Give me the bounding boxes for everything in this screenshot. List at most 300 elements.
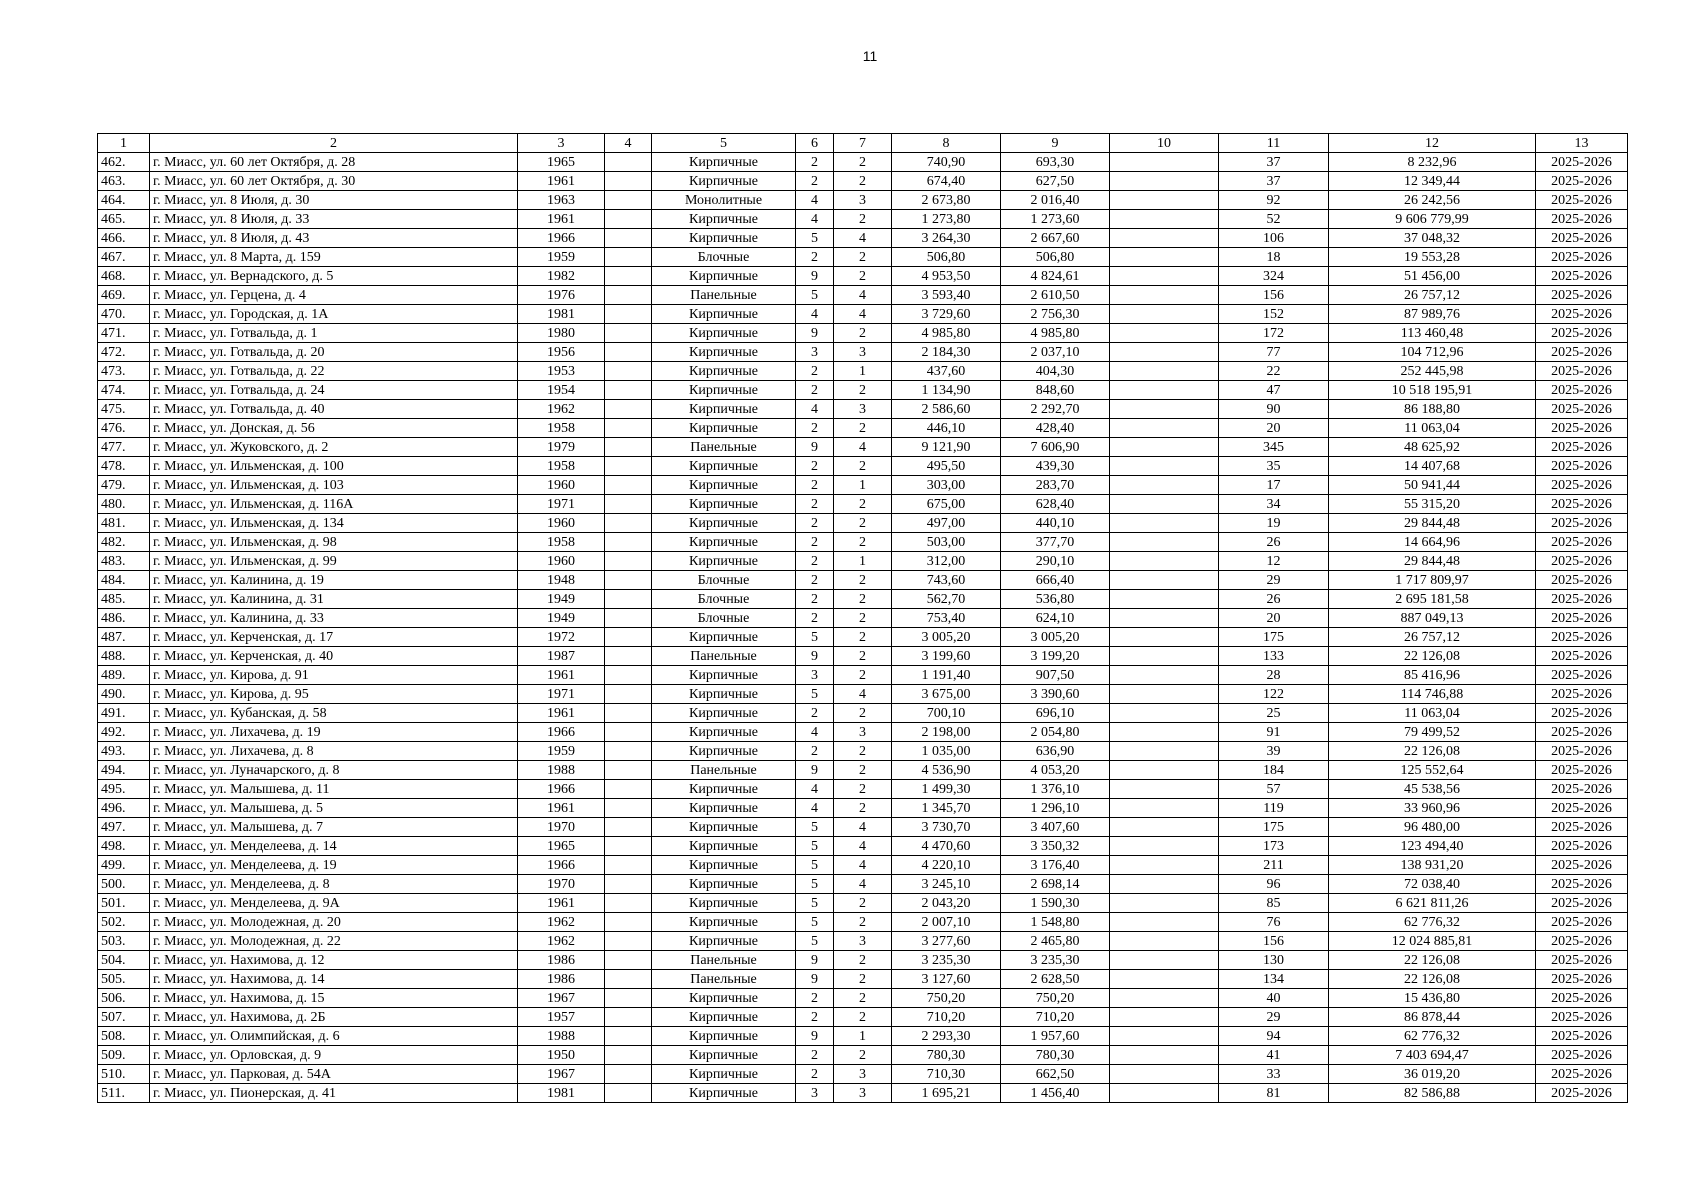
cell-total-area: 743,60 (892, 571, 1001, 590)
cell-cost: 55 315,20 (1329, 495, 1536, 514)
cell-living-area: 662,50 (1001, 1065, 1110, 1084)
cell-build-year: 1965 (518, 153, 605, 172)
cell-col-10 (1110, 1027, 1219, 1046)
table-row (98, 609, 1628, 628)
table-row (98, 989, 1628, 1008)
cell-floors: 5 (796, 818, 834, 837)
cell-wall-material: Кирпичные (652, 495, 796, 514)
cell-build-year: 1958 (518, 419, 605, 438)
cell-floors: 4 (796, 305, 834, 324)
cell-entrances: 2 (834, 495, 892, 514)
cell-repair-period: 2025-2026 (1536, 723, 1628, 742)
cell-build-year: 1986 (518, 951, 605, 970)
cell-wall-material: Кирпичные (652, 457, 796, 476)
cell-wall-material: Кирпичные (652, 856, 796, 875)
cell-total-area: 1 345,70 (892, 799, 1001, 818)
table-row (98, 647, 1628, 666)
cell-repair-period: 2025-2026 (1536, 704, 1628, 723)
cell-cost: 14 407,68 (1329, 457, 1536, 476)
cell-floors: 5 (796, 856, 834, 875)
cell-repair-period: 2025-2026 (1536, 210, 1628, 229)
cell-address: г. Миасс, ул. Нахимова, д. 14 (150, 970, 518, 989)
cell-cost: 12 024 885,81 (1329, 932, 1536, 951)
cell-residents: 156 (1219, 286, 1329, 305)
column-header-address: 2 (150, 134, 518, 153)
cell-total-area: 710,30 (892, 1065, 1001, 1084)
cell-entrances: 2 (834, 951, 892, 970)
cell-total-area: 780,30 (892, 1046, 1001, 1065)
cell-col-10 (1110, 552, 1219, 571)
cell-row-number: 487. (98, 628, 150, 647)
cell-entrances: 1 (834, 552, 892, 571)
cell-col-4 (605, 989, 652, 1008)
cell-address: г. Миасс, ул. Менделеева, д. 14 (150, 837, 518, 856)
cell-cost: 252 445,98 (1329, 362, 1536, 381)
cell-living-area: 283,70 (1001, 476, 1110, 495)
cell-wall-material: Кирпичные (652, 381, 796, 400)
table-body (98, 153, 1628, 1103)
cell-row-number: 505. (98, 970, 150, 989)
cell-total-area: 675,00 (892, 495, 1001, 514)
cell-cost: 37 048,32 (1329, 229, 1536, 248)
cell-cost: 2 695 181,58 (1329, 590, 1536, 609)
cell-residents: 17 (1219, 476, 1329, 495)
cell-total-area: 3 729,60 (892, 305, 1001, 324)
table-row (98, 248, 1628, 267)
cell-entrances: 4 (834, 305, 892, 324)
cell-floors: 2 (796, 419, 834, 438)
cell-build-year: 1960 (518, 514, 605, 533)
cell-living-area: 2 465,80 (1001, 932, 1110, 951)
cell-col-4 (605, 799, 652, 818)
cell-cost: 11 063,04 (1329, 419, 1536, 438)
cell-build-year: 1981 (518, 1084, 605, 1103)
cell-address: г. Миасс, ул. Малышева, д. 5 (150, 799, 518, 818)
cell-living-area: 439,30 (1001, 457, 1110, 476)
cell-residents: 41 (1219, 1046, 1329, 1065)
cell-entrances: 2 (834, 172, 892, 191)
cell-col-10 (1110, 191, 1219, 210)
cell-floors: 9 (796, 1027, 834, 1046)
cell-residents: 91 (1219, 723, 1329, 742)
cell-residents: 18 (1219, 248, 1329, 267)
cell-total-area: 710,20 (892, 1008, 1001, 1027)
cell-floors: 2 (796, 742, 834, 761)
cell-col-4 (605, 818, 652, 837)
cell-row-number: 470. (98, 305, 150, 324)
cell-wall-material: Кирпичные (652, 1065, 796, 1084)
cell-entrances: 1 (834, 362, 892, 381)
cell-living-area: 3 199,20 (1001, 647, 1110, 666)
cell-repair-period: 2025-2026 (1536, 989, 1628, 1008)
cell-living-area: 1 376,10 (1001, 780, 1110, 799)
cell-living-area: 2 037,10 (1001, 343, 1110, 362)
cell-address: г. Миасс, ул. Керченская, д. 17 (150, 628, 518, 647)
cell-wall-material: Кирпичные (652, 1084, 796, 1103)
cell-build-year: 1959 (518, 248, 605, 267)
cell-repair-period: 2025-2026 (1536, 780, 1628, 799)
cell-total-area: 3 264,30 (892, 229, 1001, 248)
cell-repair-period: 2025-2026 (1536, 609, 1628, 628)
cell-living-area: 636,90 (1001, 742, 1110, 761)
cell-wall-material: Кирпичные (652, 894, 796, 913)
table-row (98, 894, 1628, 913)
cell-entrances: 2 (834, 628, 892, 647)
cell-total-area: 740,90 (892, 153, 1001, 172)
table-row (98, 457, 1628, 476)
cell-repair-period: 2025-2026 (1536, 533, 1628, 552)
cell-total-area: 700,10 (892, 704, 1001, 723)
cell-entrances: 2 (834, 381, 892, 400)
cell-total-area: 312,00 (892, 552, 1001, 571)
table-row (98, 229, 1628, 248)
cell-build-year: 1988 (518, 761, 605, 780)
cell-build-year: 1986 (518, 970, 605, 989)
cell-total-area: 2 184,30 (892, 343, 1001, 362)
cell-repair-period: 2025-2026 (1536, 172, 1628, 191)
cell-col-4 (605, 495, 652, 514)
cell-entrances: 4 (834, 286, 892, 305)
cell-address: г. Миасс, ул. Калинина, д. 31 (150, 590, 518, 609)
cell-repair-period: 2025-2026 (1536, 1065, 1628, 1084)
cell-residents: 19 (1219, 514, 1329, 533)
cell-entrances: 3 (834, 723, 892, 742)
cell-cost: 48 625,92 (1329, 438, 1536, 457)
cell-row-number: 510. (98, 1065, 150, 1084)
cell-floors: 2 (796, 362, 834, 381)
cell-build-year: 1979 (518, 438, 605, 457)
cell-repair-period: 2025-2026 (1536, 875, 1628, 894)
cell-floors: 5 (796, 229, 834, 248)
cell-floors: 5 (796, 628, 834, 647)
cell-repair-period: 2025-2026 (1536, 818, 1628, 837)
cell-col-4 (605, 248, 652, 267)
cell-residents: 28 (1219, 666, 1329, 685)
cell-wall-material: Кирпичные (652, 704, 796, 723)
cell-col-4 (605, 609, 652, 628)
cell-residents: 130 (1219, 951, 1329, 970)
cell-cost: 123 494,40 (1329, 837, 1536, 856)
table-row (98, 381, 1628, 400)
cell-residents: 175 (1219, 628, 1329, 647)
cell-floors: 2 (796, 1008, 834, 1027)
cell-col-4 (605, 704, 652, 723)
cell-wall-material: Панельные (652, 438, 796, 457)
cell-repair-period: 2025-2026 (1536, 305, 1628, 324)
cell-entrances: 2 (834, 419, 892, 438)
cell-col-4 (605, 324, 652, 343)
cell-col-4 (605, 723, 652, 742)
table-row (98, 495, 1628, 514)
cell-row-number: 502. (98, 913, 150, 932)
cell-entrances: 2 (834, 571, 892, 590)
cell-address: г. Миасс, ул. Менделеева, д. 9А (150, 894, 518, 913)
cell-row-number: 464. (98, 191, 150, 210)
cell-cost: 9 606 779,99 (1329, 210, 1536, 229)
cell-entrances: 2 (834, 970, 892, 989)
cell-entrances: 2 (834, 742, 892, 761)
cell-repair-period: 2025-2026 (1536, 267, 1628, 286)
cell-address: г. Миасс, ул. Молодежная, д. 20 (150, 913, 518, 932)
column-header-floors: 6 (796, 134, 834, 153)
cell-build-year: 1971 (518, 495, 605, 514)
cell-residents: 85 (1219, 894, 1329, 913)
cell-living-area: 1 957,60 (1001, 1027, 1110, 1046)
cell-wall-material: Кирпичные (652, 153, 796, 172)
cell-residents: 77 (1219, 343, 1329, 362)
cell-floors: 5 (796, 932, 834, 951)
page-number: 11 (862, 48, 878, 64)
cell-col-4 (605, 1065, 652, 1084)
cell-row-number: 474. (98, 381, 150, 400)
cell-col-4 (605, 362, 652, 381)
cell-row-number: 493. (98, 742, 150, 761)
cell-residents: 184 (1219, 761, 1329, 780)
cell-floors: 2 (796, 495, 834, 514)
table-row (98, 780, 1628, 799)
cell-row-number: 489. (98, 666, 150, 685)
cell-col-10 (1110, 267, 1219, 286)
cell-living-area: 404,30 (1001, 362, 1110, 381)
cell-total-area: 4 985,80 (892, 324, 1001, 343)
cell-col-10 (1110, 666, 1219, 685)
table-row (98, 818, 1628, 837)
cell-col-4 (605, 210, 652, 229)
cell-living-area: 907,50 (1001, 666, 1110, 685)
cell-residents: 133 (1219, 647, 1329, 666)
cell-row-number: 488. (98, 647, 150, 666)
cell-floors: 2 (796, 153, 834, 172)
cell-cost: 10 518 195,91 (1329, 381, 1536, 400)
cell-total-area: 303,00 (892, 476, 1001, 495)
cell-floors: 5 (796, 837, 834, 856)
cell-row-number: 462. (98, 153, 150, 172)
cell-repair-period: 2025-2026 (1536, 343, 1628, 362)
cell-row-number: 490. (98, 685, 150, 704)
table-row (98, 552, 1628, 571)
cell-floors: 4 (796, 400, 834, 419)
cell-col-10 (1110, 1008, 1219, 1027)
cell-living-area: 2 292,70 (1001, 400, 1110, 419)
cell-row-number: 475. (98, 400, 150, 419)
cell-living-area: 1 296,10 (1001, 799, 1110, 818)
cell-residents: 175 (1219, 818, 1329, 837)
cell-wall-material: Монолитные (652, 191, 796, 210)
cell-col-10 (1110, 856, 1219, 875)
cell-entrances: 4 (834, 818, 892, 837)
cell-cost: 26 242,56 (1329, 191, 1536, 210)
cell-build-year: 1961 (518, 210, 605, 229)
cell-row-number: 511. (98, 1084, 150, 1103)
cell-residents: 20 (1219, 419, 1329, 438)
cell-col-10 (1110, 647, 1219, 666)
cell-address: г. Миасс, ул. Менделеева, д. 19 (150, 856, 518, 875)
column-header-repair-period: 13 (1536, 134, 1628, 153)
cell-col-4 (605, 172, 652, 191)
cell-floors: 3 (796, 343, 834, 362)
cell-floors: 9 (796, 951, 834, 970)
cell-total-area: 495,50 (892, 457, 1001, 476)
cell-col-10 (1110, 286, 1219, 305)
cell-address: г. Миасс, ул. Нахимова, д. 2Б (150, 1008, 518, 1027)
cell-wall-material: Кирпичные (652, 723, 796, 742)
cell-entrances: 3 (834, 1065, 892, 1084)
cell-cost: 29 844,48 (1329, 552, 1536, 571)
cell-address: г. Миасс, ул. Нахимова, д. 12 (150, 951, 518, 970)
cell-col-4 (605, 951, 652, 970)
table-row (98, 685, 1628, 704)
cell-build-year: 1960 (518, 476, 605, 495)
cell-residents: 35 (1219, 457, 1329, 476)
table-row (98, 172, 1628, 191)
cell-col-4 (605, 875, 652, 894)
cell-entrances: 2 (834, 609, 892, 628)
cell-floors: 2 (796, 476, 834, 495)
cell-repair-period: 2025-2026 (1536, 514, 1628, 533)
table-row (98, 362, 1628, 381)
cell-repair-period: 2025-2026 (1536, 837, 1628, 856)
cell-entrances: 2 (834, 666, 892, 685)
cell-cost: 7 403 694,47 (1329, 1046, 1536, 1065)
cell-col-4 (605, 476, 652, 495)
cell-residents: 26 (1219, 533, 1329, 552)
cell-repair-period: 2025-2026 (1536, 362, 1628, 381)
column-header-build-year: 3 (518, 134, 605, 153)
table-row (98, 267, 1628, 286)
table-row (98, 191, 1628, 210)
cell-col-10 (1110, 210, 1219, 229)
table-row (98, 343, 1628, 362)
table-row (98, 666, 1628, 685)
cell-wall-material: Кирпичные (652, 913, 796, 932)
cell-cost: 62 776,32 (1329, 1027, 1536, 1046)
cell-floors: 2 (796, 381, 834, 400)
cell-living-area: 848,60 (1001, 381, 1110, 400)
cell-address: г. Миасс, ул. Ильменская, д. 116А (150, 495, 518, 514)
cell-row-number: 478. (98, 457, 150, 476)
table-row (98, 1084, 1628, 1103)
cell-address: г. Миасс, ул. Ильменская, д. 100 (150, 457, 518, 476)
cell-wall-material: Кирпичные (652, 419, 796, 438)
cell-build-year: 1966 (518, 723, 605, 742)
cell-total-area: 4 470,60 (892, 837, 1001, 856)
cell-build-year: 1966 (518, 856, 605, 875)
cell-total-area: 2 673,80 (892, 191, 1001, 210)
cell-cost: 72 038,40 (1329, 875, 1536, 894)
cell-residents: 57 (1219, 780, 1329, 799)
cell-row-number: 503. (98, 932, 150, 951)
cell-wall-material: Кирпичные (652, 932, 796, 951)
cell-address: г. Миасс, ул. Лихачева, д. 19 (150, 723, 518, 742)
cell-address: г. Миасс, ул. Готвальда, д. 40 (150, 400, 518, 419)
cell-repair-period: 2025-2026 (1536, 761, 1628, 780)
cell-floors: 9 (796, 970, 834, 989)
cell-living-area: 2 610,50 (1001, 286, 1110, 305)
cell-col-10 (1110, 419, 1219, 438)
cell-floors: 2 (796, 989, 834, 1008)
cell-total-area: 3 005,20 (892, 628, 1001, 647)
cell-address: г. Миасс, ул. Жуковского, д. 2 (150, 438, 518, 457)
cell-address: г. Миасс, ул. Кубанская, д. 58 (150, 704, 518, 723)
cell-col-10 (1110, 875, 1219, 894)
cell-living-area: 3 407,60 (1001, 818, 1110, 837)
cell-living-area: 1 456,40 (1001, 1084, 1110, 1103)
cell-col-10 (1110, 761, 1219, 780)
cell-address: г. Миасс, ул. Кирова, д. 91 (150, 666, 518, 685)
cell-entrances: 4 (834, 438, 892, 457)
cell-build-year: 1953 (518, 362, 605, 381)
cell-row-number: 494. (98, 761, 150, 780)
cell-repair-period: 2025-2026 (1536, 799, 1628, 818)
table-row (98, 628, 1628, 647)
table-row (98, 590, 1628, 609)
cell-cost: 15 436,80 (1329, 989, 1536, 1008)
cell-floors: 5 (796, 685, 834, 704)
cell-address: г. Миасс, ул. Донская, д. 56 (150, 419, 518, 438)
cell-col-4 (605, 742, 652, 761)
cell-col-10 (1110, 514, 1219, 533)
cell-entrances: 2 (834, 894, 892, 913)
cell-entrances: 4 (834, 875, 892, 894)
cell-wall-material: Панельные (652, 970, 796, 989)
cell-row-number: 476. (98, 419, 150, 438)
cell-address: г. Миасс, ул. 8 Марта, д. 159 (150, 248, 518, 267)
cell-floors: 2 (796, 590, 834, 609)
cell-total-area: 506,80 (892, 248, 1001, 267)
cell-address: г. Миасс, ул. 8 Июля, д. 30 (150, 191, 518, 210)
cell-col-4 (605, 419, 652, 438)
cell-build-year: 1970 (518, 875, 605, 894)
cell-build-year: 1959 (518, 742, 605, 761)
cell-build-year: 1962 (518, 932, 605, 951)
cell-row-number: 473. (98, 362, 150, 381)
cell-address: г. Миасс, ул. Кирова, д. 95 (150, 685, 518, 704)
cell-floors: 2 (796, 1065, 834, 1084)
cell-cost: 36 019,20 (1329, 1065, 1536, 1084)
cell-wall-material: Кирпичные (652, 818, 796, 837)
cell-entrances: 2 (834, 647, 892, 666)
cell-row-number: 504. (98, 951, 150, 970)
cell-living-area: 428,40 (1001, 419, 1110, 438)
cell-build-year: 1987 (518, 647, 605, 666)
cell-residents: 39 (1219, 742, 1329, 761)
cell-col-10 (1110, 989, 1219, 1008)
cell-row-number: 477. (98, 438, 150, 457)
cell-residents: 29 (1219, 571, 1329, 590)
cell-total-area: 674,40 (892, 172, 1001, 191)
cell-living-area: 2 054,80 (1001, 723, 1110, 742)
cell-residents: 90 (1219, 400, 1329, 419)
cell-wall-material: Кирпичные (652, 210, 796, 229)
cell-floors: 2 (796, 552, 834, 571)
cell-residents: 37 (1219, 153, 1329, 172)
cell-row-number: 496. (98, 799, 150, 818)
cell-col-4 (605, 343, 652, 362)
cell-col-4 (605, 229, 652, 248)
cell-living-area: 627,50 (1001, 172, 1110, 191)
cell-total-area: 4 536,90 (892, 761, 1001, 780)
cell-repair-period: 2025-2026 (1536, 400, 1628, 419)
cell-repair-period: 2025-2026 (1536, 951, 1628, 970)
cell-living-area: 2 016,40 (1001, 191, 1110, 210)
cell-wall-material: Кирпичные (652, 267, 796, 286)
cell-address: г. Миасс, ул. Калинина, д. 33 (150, 609, 518, 628)
cell-wall-material: Панельные (652, 647, 796, 666)
column-header-col-4: 4 (605, 134, 652, 153)
cell-total-area: 437,60 (892, 362, 1001, 381)
cell-total-area: 1 695,21 (892, 1084, 1001, 1103)
cell-repair-period: 2025-2026 (1536, 856, 1628, 875)
